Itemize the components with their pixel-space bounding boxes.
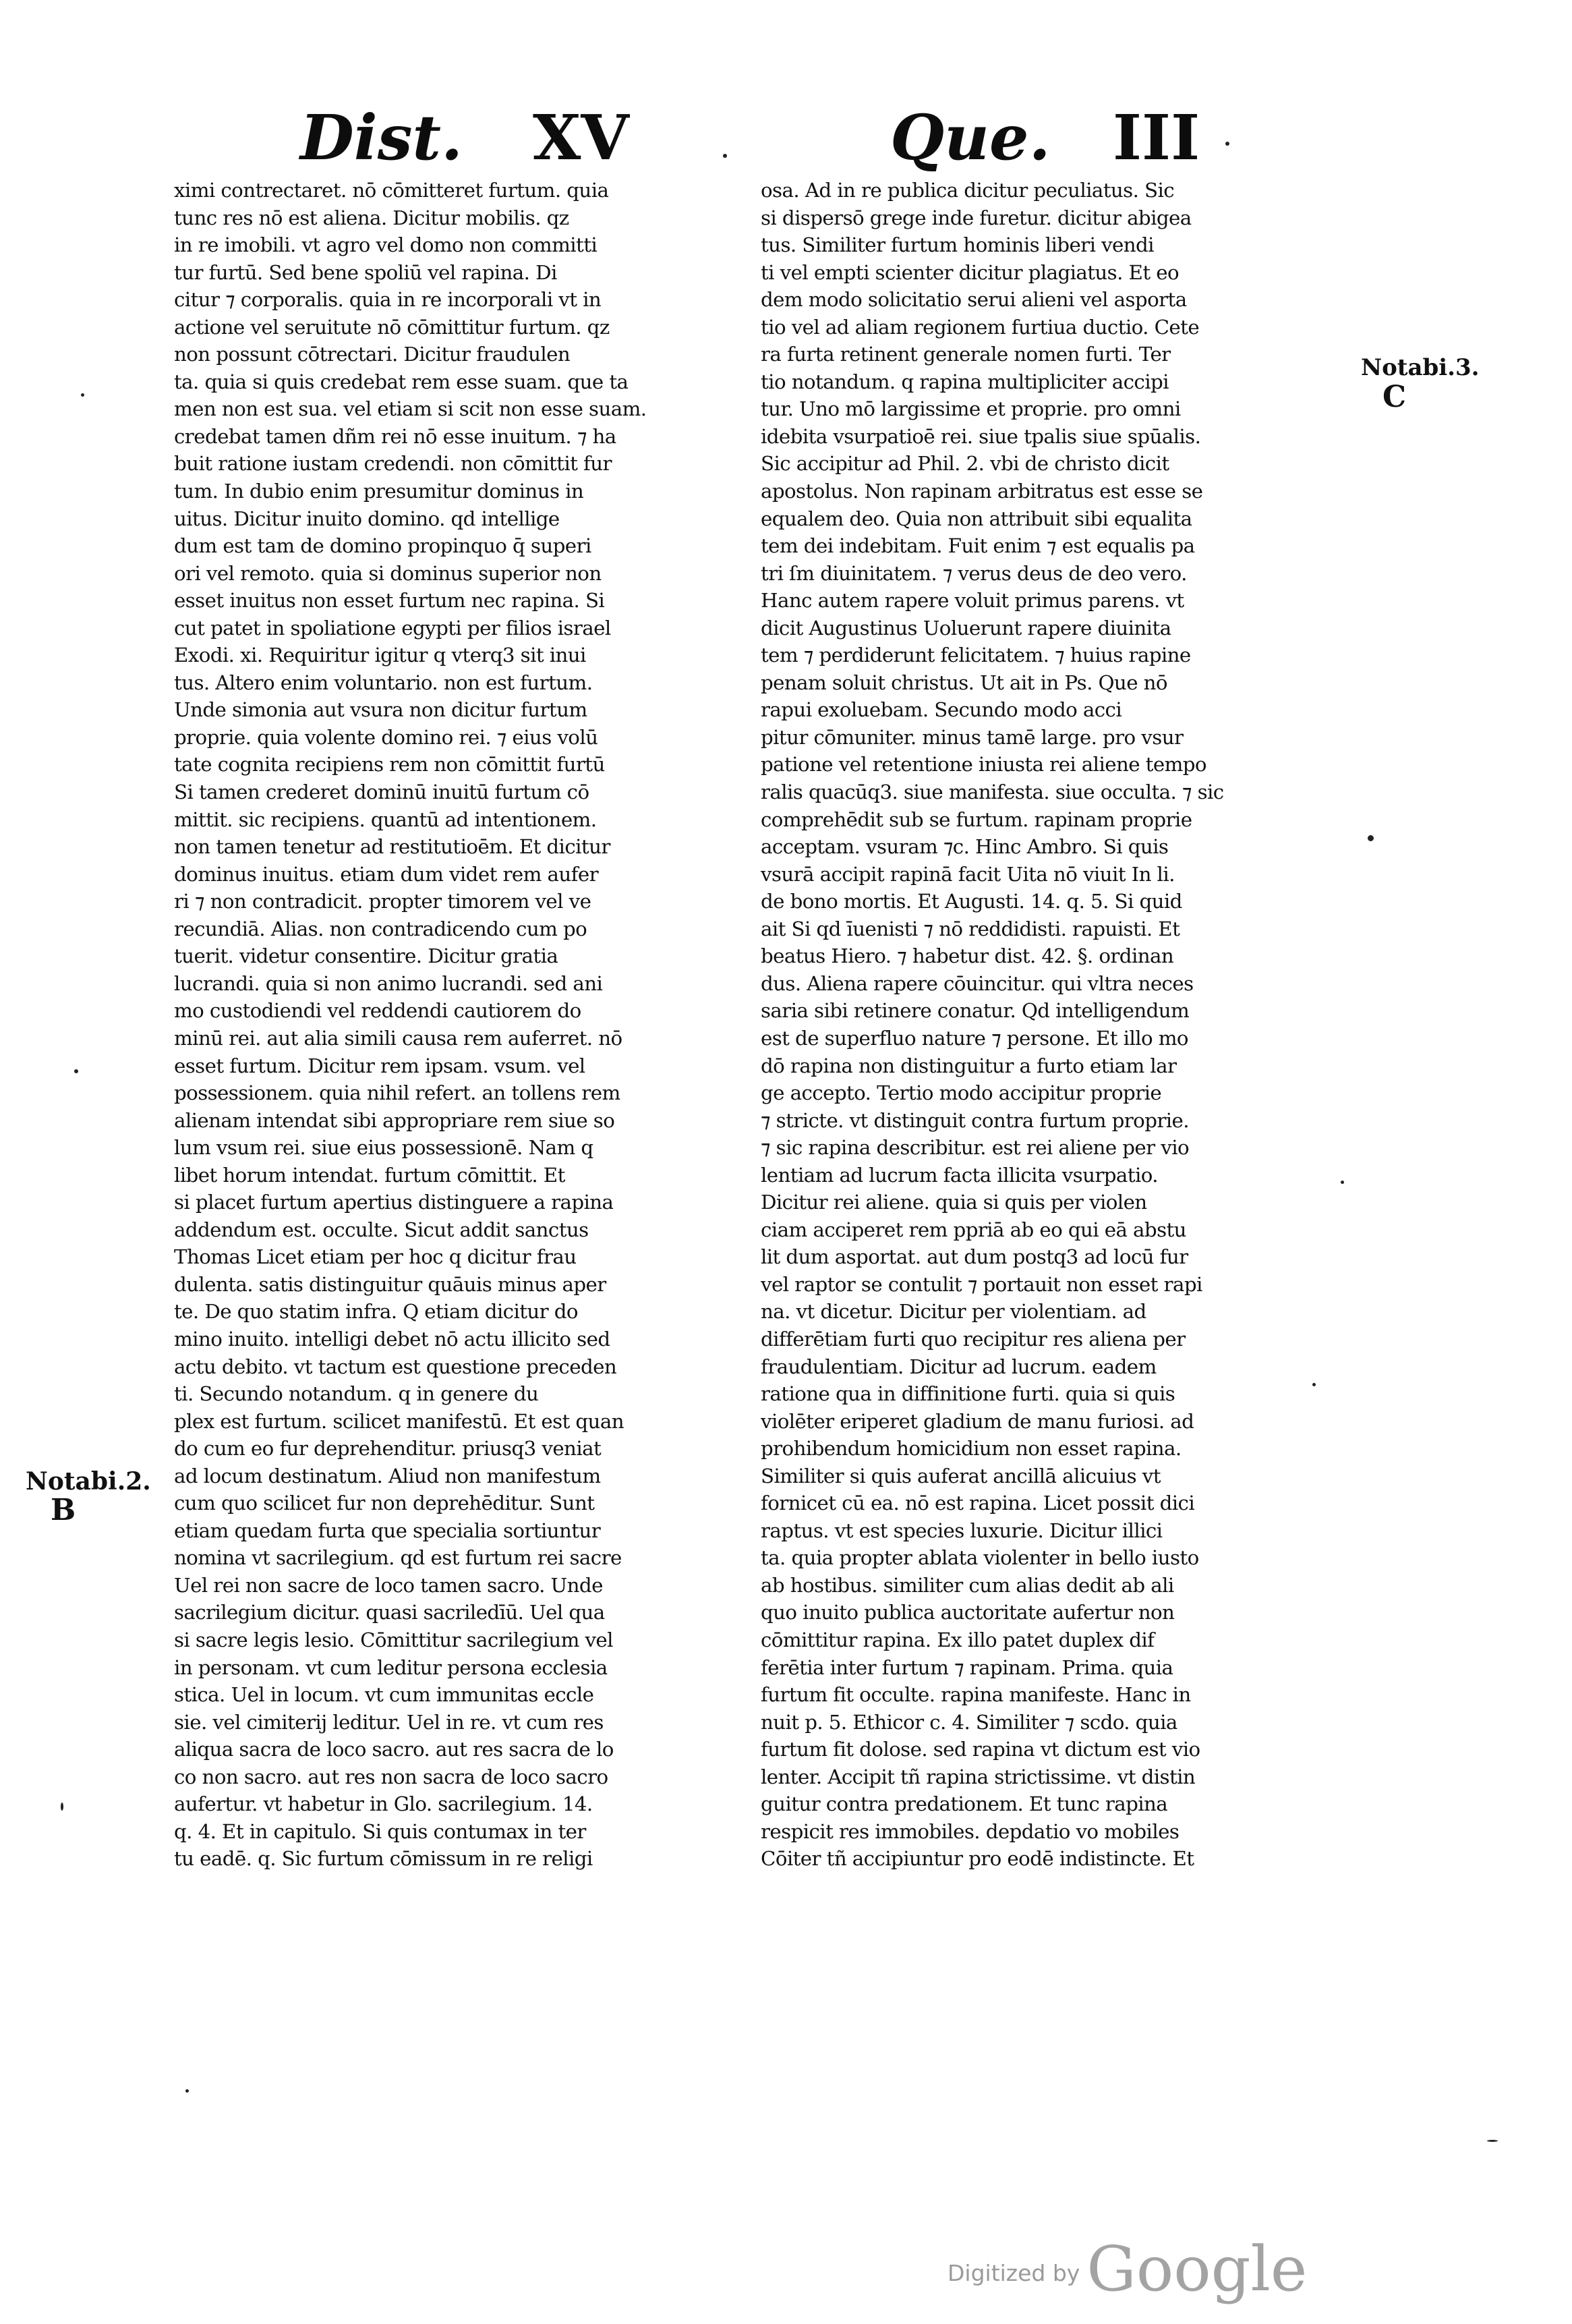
- ink-speck: [1487, 2140, 1498, 2142]
- left-column-line: aufertur. vt habetur in Glo. sacrilegium. 14.: [174, 1792, 593, 1816]
- right-column-line: idebita vsurpatioē rei. siue tpalis siue spūalis.: [761, 424, 1201, 448]
- right-column-line: raptus. vt est species luxurie. Dicitur illici: [761, 1519, 1163, 1542]
- left-column-line: addendum est. occulte. Sicut addit sanctus: [174, 1218, 589, 1241]
- left-column-line: in personam. vt cum leditur persona ecclesia: [174, 1655, 608, 1679]
- ink-speck: [1368, 835, 1374, 841]
- left-column-line: men non est sua. vel etiam si scit non esse suam.: [174, 397, 647, 421]
- watermark-prefix: Digitized by: [948, 2260, 1080, 2286]
- left-column-line: ximi contrectaret. nō cōmitteret furtum. quia: [174, 179, 609, 202]
- right-column-line: saria sibi retinere conatur. Qd intelligendum: [761, 999, 1190, 1023]
- left-column-line: alienam intendat sibi appropriare rem siue so: [174, 1108, 615, 1132]
- left-column-line: possessionem. quia nihil refert. an tollens rem: [174, 1081, 620, 1105]
- left-column-line: tu eadē. q. Sic furtum cōmissum in re religi: [174, 1847, 593, 1871]
- left-column-line: minū rei. aut alia simili causa rem auferret. nō: [174, 1026, 622, 1050]
- right-column-line: ait Si qd īuenisti ⁊ nō reddidisti. rapuisti. Et: [761, 917, 1180, 940]
- left-column-line: plex est furtum. scilicet manifestū. Et est quan: [174, 1409, 624, 1433]
- right-column-line: dō rapina non distinguitur a furto etiam lar: [761, 1054, 1177, 1077]
- running-head-distinctio: Dist.: [300, 101, 463, 174]
- right-column-line: prohibendum homicidium non esset rapina.: [761, 1437, 1182, 1461]
- left-column-line: do cum eo fur deprehenditur. priusq3 veniat: [174, 1437, 602, 1461]
- left-column-line: dulenta. satis distinguitur quāuis minus aper: [174, 1272, 606, 1296]
- left-column-line: citur ⁊ corporalis. quia in re incorporali vt in: [174, 288, 602, 312]
- right-column-line: comprehēdit sub se furtum. rapinam proprie: [761, 807, 1192, 831]
- left-column-line: non possunt cōtrectari. Dicitur fraudulen: [174, 343, 571, 366]
- right-column-line: Cōiter tñ accipiuntur pro eodē indistincte. Et: [761, 1847, 1194, 1871]
- left-column-line: tum. In dubio enim presumitur dominus in: [174, 480, 584, 503]
- right-column-line: Hanc autem rapere voluit primus parens. vt: [761, 589, 1184, 613]
- left-column-line: tus. Altero enim voluntario. non est furtum.: [174, 671, 593, 694]
- right-column-line: ralis quacūq3. siue manifesta. siue occulta. ⁊ sic: [761, 781, 1224, 804]
- right-column-line: de bono mortis. Et Augusti. 14. q. 5. Si quid: [761, 890, 1182, 913]
- right-column-line: tur. Uno mō largissime et proprie. pro omni: [761, 397, 1181, 421]
- margin-note-left-letter: B: [51, 1493, 76, 1527]
- right-column-line: tio notandum. q rapina multipliciter accipi: [761, 370, 1169, 393]
- right-column-line: ratione qua in diffinitione furti. quia si quis: [761, 1382, 1175, 1406]
- left-column-line: sacrilegium dicitur. quasi sacriledīū. Uel qua: [174, 1601, 605, 1624]
- right-column-line: beatus Hiero. ⁊ habetur dist. 42. §. ordinan: [761, 944, 1174, 968]
- left-column-line: esset furtum. Dicitur rem ipsam. vsum. vel: [174, 1054, 585, 1077]
- left-column-line: actione vel seruitute nō cōmittitur furtum. qz: [174, 315, 610, 339]
- right-column-line: osa. Ad in re publica dicitur peculiatus. Sic: [761, 179, 1175, 202]
- text-column-right: [761, 177, 1324, 1873]
- right-column-line: ti vel empti scienter dicitur plagiatus. Et eo: [761, 260, 1179, 284]
- right-column-line: acceptam. vsuram ⁊c. Hinc Ambro. Si quis: [761, 835, 1169, 859]
- google-logo: Google: [1086, 2233, 1308, 2305]
- margin-note-right-label: Notabi.3.: [1361, 354, 1480, 381]
- running-head-questio: Que.: [890, 101, 1051, 174]
- right-column-line: ra furta retinent generale nomen furti. Ter: [761, 343, 1171, 366]
- left-column-line: dum est tam de domino propinquo q̄ superi: [174, 534, 591, 558]
- left-column-line: ta. quia si quis credebat rem esse suam. que ta: [174, 370, 629, 393]
- left-column-line: q. 4. Et in capitulo. Si quis contumax in ter: [174, 1819, 586, 1843]
- right-column-line: dicit Augustinus Uoluerunt rapere diuinita: [761, 616, 1171, 640]
- right-column-line: ta. quia propter ablata violenter in bello iusto: [761, 1546, 1199, 1570]
- left-column-line: esset inuitus non esset furtum nec rapina. Si: [174, 589, 605, 613]
- right-column-line: ⁊ stricte. vt distinguit contra furtum proprie.: [761, 1108, 1189, 1132]
- margin-note-left-label: Notabi.2.: [26, 1467, 151, 1496]
- right-column-line: ciam acciperet rem ppriā ab eo qui eā abstu: [761, 1218, 1186, 1241]
- left-column-line: in re imobili. vt agro vel domo non committi: [174, 233, 598, 257]
- right-column-line: si dispersō grege inde furetur. dicitur abigea: [761, 206, 1192, 229]
- right-column-line: dem modo solicitatio serui alieni vel asporta: [761, 288, 1187, 312]
- right-column-line: ⁊ sic rapina describitur. est rei aliene per vio: [761, 1136, 1190, 1160]
- right-column-line: tem ⁊ perdiderunt felicitatem. ⁊ huius rapine: [761, 644, 1191, 667]
- running-head-questio-number: III: [1113, 101, 1200, 174]
- left-column-line: ri ⁊ non contradicit. propter timorem vel ve: [174, 890, 591, 913]
- left-column-line: ori vel remoto. quia si dominus superior non: [174, 561, 602, 585]
- ink-speck: [81, 393, 84, 397]
- margin-note-right-letter: C: [1382, 380, 1407, 414]
- left-column-line: Exodi. xi. Requiritur igitur q vterq3 sit inui: [174, 644, 586, 667]
- left-column-line: te. De quo statim infra. Q etiam dicitur do: [174, 1300, 578, 1324]
- right-column-line: ge accepto. Tertio modo accipitur proprie: [761, 1081, 1162, 1105]
- left-column-line: cum quo scilicet fur non deprehēditur. Sunt: [174, 1492, 595, 1515]
- left-column-line: ad locum destinatum. Aliud non manifestum: [174, 1464, 601, 1487]
- left-column-line: libet horum intendat. furtum cōmittit. Et: [174, 1163, 565, 1187]
- left-column-line: tur furtū. Sed bene spoliū vel rapina. Di: [174, 260, 557, 284]
- ink-speck: [723, 154, 727, 158]
- right-column-line: differētiam furti quo recipitur res aliena per: [761, 1327, 1186, 1351]
- left-column-line: mittit. sic recipiens. quantū ad intentionem.: [174, 807, 597, 831]
- right-column-line: lentiam ad lucrum facta illicita vsurpatio.: [761, 1163, 1158, 1187]
- left-column-line: dominus inuitus. etiam dum videt rem aufer: [174, 862, 599, 886]
- right-column-line: guitur contra predationem. Et tunc rapina: [761, 1792, 1168, 1816]
- right-column-line: vsurā accipit rapinā facit Uita nō viuit In li.: [761, 862, 1175, 886]
- left-column-line: cut patet in spoliatione egypti per filios israel: [174, 616, 611, 640]
- right-column-line: est de superfluo nature ⁊ persone. Et illo mo: [761, 1026, 1188, 1050]
- right-column-line: fornicet cū ea. nō est rapina. Licet possit dici: [761, 1492, 1195, 1515]
- left-column-line: Unde simonia aut vsura non dicitur furtum: [174, 698, 587, 722]
- left-column-line: aliqua sacra de loco sacro. aut res sacra de lo: [174, 1738, 614, 1761]
- left-column-line: Si tamen crederet dominū inuitū furtum cō: [174, 781, 589, 804]
- right-column-line: equalem deo. Quia non attribuit sibi equalita: [761, 507, 1192, 530]
- right-column-line: rapui exoluebam. Secundo modo acci: [761, 698, 1122, 722]
- left-column-line: mo custodiendi vel reddendi cautiorem do: [174, 999, 581, 1023]
- right-column-line: violēter eriperet gladium de manu furiosi. ad: [761, 1409, 1194, 1433]
- ink-speck: [1225, 142, 1229, 146]
- ink-speck: [74, 1069, 78, 1073]
- left-column-line: Thomas Licet etiam per hoc q dicitur frau: [174, 1245, 577, 1269]
- ink-speck: [61, 1803, 63, 1811]
- left-column-line: co non sacro. aut res non sacra de loco sacro: [174, 1765, 608, 1788]
- right-column-line: Similiter si quis auferat ancillā alicuius vt: [761, 1464, 1161, 1487]
- left-column-line: recundiā. Alias. non contradicendo cum po: [174, 917, 587, 940]
- right-column-line: pitur cōmuniter. minus tamē large. pro vsur: [761, 725, 1184, 749]
- left-column-line: Uel rei non sacre de loco tamen sacro. Unde: [174, 1573, 603, 1597]
- left-column-line: actu debito. vt tactum est questione preceden: [174, 1355, 617, 1378]
- left-column-line: uitus. Dicitur inuito domino. qd intellige: [174, 507, 560, 530]
- left-column-line: nomina vt sacrilegium. qd est furtum rei sacre: [174, 1546, 622, 1570]
- right-column-line: Sic accipitur ad Phil. 2. vbi de christo dicit: [761, 452, 1169, 476]
- left-column-line: lum vsum rei. siue eius possessionē. Nam q: [174, 1136, 593, 1160]
- right-column-line: nuit p. 5. Ethicor c. 4. Similiter ⁊ scdo. quia: [761, 1710, 1177, 1734]
- left-column-line: ti. Secundo notandum. q in genere du: [174, 1382, 539, 1406]
- left-column-line: credebat tamen dñm rei nō esse inuitum. ⁊ ha: [174, 424, 616, 448]
- running-head-distinctio-number: XV: [533, 101, 629, 174]
- right-column-line: ab hostibus. similiter cum alias dedit ab ali: [761, 1573, 1174, 1597]
- right-column-line: furtum fit occulte. rapina manifeste. Hanc in: [761, 1683, 1191, 1707]
- right-column-line: patione vel retentione iniusta rei aliene tempo: [761, 753, 1206, 776]
- right-column-line: respicit res immobiles. depdatio vo mobiles: [761, 1819, 1180, 1843]
- left-column-line: tuerit. videtur consentire. Dicitur gratia: [174, 944, 558, 968]
- left-column-line: tunc res nō est aliena. Dicitur mobilis. qz: [174, 206, 569, 229]
- right-column-line: na. vt dicetur. Dicitur per violentiam. ad: [761, 1300, 1146, 1324]
- left-column-line: etiam quedam furta que specialia sortiuntur: [174, 1519, 601, 1542]
- left-column-line: lucrandi. quia si non animo lucrandi. sed ani: [174, 971, 603, 995]
- right-column-line: penam soluit christus. Ut ait in Ps. Que nō: [761, 671, 1167, 694]
- left-column-line: mino inuito. intelligi debet nō actu illicito sed: [174, 1327, 610, 1351]
- digitized-watermark: [948, 2233, 1307, 2305]
- left-column-line: si placet furtum apertius distinguere a rapina: [174, 1191, 614, 1214]
- left-column-line: non tamen tenetur ad restitutioēm. Et dicitur: [174, 835, 610, 859]
- right-column-line: tio vel ad aliam regionem furtiua ductio. Cete: [761, 315, 1200, 339]
- text-column-left: [174, 177, 737, 1873]
- left-column-line: tate cognita recipiens rem non cōmittit furtū: [174, 753, 605, 776]
- left-column-line: sie. vel cimiterij leditur. Uel in re. vt cum res: [174, 1710, 604, 1734]
- ink-speck: [1312, 1383, 1316, 1386]
- right-column-line: tus. Similiter furtum hominis liberi vendi: [761, 233, 1154, 257]
- ink-speck: [1341, 1181, 1344, 1184]
- left-column-line: proprie. quia volente domino rei. ⁊ eius volū: [174, 725, 598, 749]
- right-column-line: vel raptor se contulit ⁊ portauit non esset rapi: [761, 1272, 1202, 1296]
- left-column-line: si sacre legis lesio. Cōmittitur sacrilegium vel: [174, 1628, 613, 1651]
- right-column-line: Dicitur rei aliene. quia si quis per violen: [761, 1191, 1147, 1214]
- right-column-line: ferētia inter furtum ⁊ rapinam. Prima. quia: [761, 1655, 1173, 1679]
- right-column-line: lenter. Accipit tñ rapina strictissime. vt distin: [761, 1765, 1196, 1788]
- right-column-line: quo inuito publica auctoritate aufertur non: [761, 1601, 1175, 1624]
- right-column-line: cōmittitur rapina. Ex illo patet duplex dif: [761, 1628, 1155, 1651]
- right-column-line: dus. Aliena rapere cōuincitur. qui vltra neces: [761, 971, 1194, 995]
- right-column-line: apostolus. Non rapinam arbitratus est esse se: [761, 480, 1203, 503]
- left-column-line: stica. Uel in locum. vt cum immunitas eccle: [174, 1683, 594, 1707]
- right-column-line: tem dei indebitam. Fuit enim ⁊ est equalis pa: [761, 534, 1195, 558]
- ink-speck: [185, 2089, 189, 2093]
- right-column-line: fraudulentiam. Dicitur ad lucrum. eadem: [761, 1355, 1157, 1378]
- right-column-line: furtum fit dolose. sed rapina vt dictum est vio: [761, 1738, 1200, 1761]
- left-column-line: buit ratione iustam credendi. non cōmittit fur: [174, 452, 612, 476]
- right-column-line: lit dum asportat. aut dum postq3 ad locū fur: [761, 1245, 1188, 1269]
- right-column-line: tri ſm diuinitatem. ⁊ verus deus de deo vero.: [761, 561, 1187, 585]
